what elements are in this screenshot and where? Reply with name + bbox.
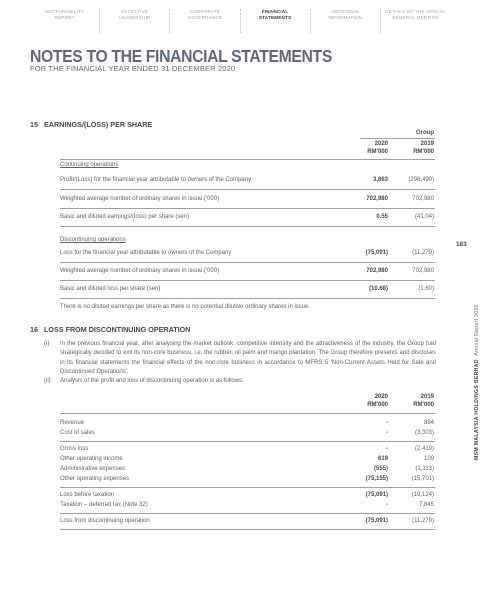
nav-effective-leadership[interactable] — [99, 9, 169, 33]
row-value-2019: (3,303) — [414, 430, 434, 436]
nav-label: GENERAL MEETING — [391, 14, 439, 20]
row-value-2019: 109 — [423, 456, 434, 462]
row-value-2019: 702,980 — [412, 196, 434, 202]
row-label: Basic and diluted loss per share (sen) — [60, 286, 161, 292]
row-value-2020: 619 — [377, 456, 388, 462]
row-value-2020: 3,863 — [372, 177, 388, 183]
nav-agm-details[interactable] — [380, 9, 450, 33]
row-value-2019: (15,701) — [411, 476, 434, 482]
nav-label: ADDITIONAL — [330, 9, 361, 14]
row-label: Other operating income — [60, 456, 123, 462]
nav-financial-statements[interactable] — [240, 9, 310, 33]
item-ii-text: Analysis of the profit and loss of discontinuing operation is as follows: — [60, 378, 244, 384]
nav-corporate-governance[interactable] — [169, 9, 239, 33]
note-15-number: 15 — [30, 120, 38, 129]
col-2020: 2020 — [374, 141, 388, 147]
divider — [60, 262, 435, 263]
divider — [60, 159, 435, 160]
page-title: NOTES TO THE FINANCIAL STATEMENTS — [30, 46, 332, 66]
divider — [60, 189, 435, 190]
row-label: Basic and diluted earnings/(loss) per share (sen) — [60, 214, 190, 220]
page-number: 183 — [456, 241, 467, 248]
row-label: Gross loss — [60, 446, 89, 452]
divider — [60, 487, 435, 488]
nav-label: CORPORATE — [189, 9, 221, 14]
row-value-2019: (11,279) — [412, 518, 434, 524]
row-value-2019: (1,113) — [415, 466, 434, 472]
col-unit-2020: RM'000 — [367, 402, 388, 408]
row-value-2020: - — [386, 502, 388, 508]
item-i-text: In the previous financial year, after analysing the market outlook, competitive intensity and the attractiveness of the industry, the Group had strategically decided to exit its non-core business, i.e. the rubber, oil palm and mango plantation. The Group therefore presents and discloses in its financial statements the financial effects of the non-core business in accordance to MFRS 5 'Non-Current Assets Held for Sale and Discontinued Operations'. — [60, 341, 436, 375]
row-value-2020: - — [386, 430, 388, 436]
row-value-2020: - — [386, 420, 388, 426]
row-value-2019: (11,279) — [412, 250, 434, 256]
row-label: Profit/(Loss) for the financial year attributable to owners of the Company — [60, 177, 252, 183]
note-15-title: EARNINGS/(LOSS) PER SHARE — [44, 120, 153, 129]
row-value-2019: 702,980 — [412, 268, 434, 274]
note-15-footnote: There is no diluted earnings per share as there is no potential dilutive ordinary shares in issue. — [60, 304, 311, 310]
nav-label: INFORMATION — [328, 14, 363, 20]
row-value-2020: - — [386, 446, 388, 452]
nav-label: GOVERNANCE — [187, 14, 223, 20]
row-value-2019: (298,490) — [408, 177, 434, 183]
nav-label: SUSTAINABILITY — [44, 9, 85, 14]
nav-label: STATEMENTS — [258, 14, 292, 20]
nav-label: DETAILS OF THE ANNUAL — [385, 9, 446, 14]
row-value-2020: (75,091) — [365, 492, 388, 498]
item-i-marker: (i) — [44, 341, 50, 347]
divider — [60, 226, 435, 227]
row-value-2019: (2,419) — [414, 446, 434, 452]
row-label: Taxation – deferred tax (Note 32) — [60, 502, 148, 508]
divider — [60, 513, 435, 514]
divider — [60, 280, 435, 281]
discontinuing-operations-label: Discontinuing operations — [60, 237, 126, 243]
company-name: MSM MALAYSIA HOLDINGS BERHAD — [474, 359, 480, 460]
nav-additional-information[interactable] — [310, 9, 380, 33]
divider — [60, 208, 435, 209]
divider — [60, 529, 435, 530]
divider — [60, 441, 435, 442]
nav-label: EFFECTIVE — [121, 9, 149, 14]
row-value-2020: (10.68) — [368, 286, 388, 292]
group-label: Group — [416, 130, 434, 136]
row-label: Administrative expenses — [60, 466, 126, 472]
col-2019: 2019 — [420, 141, 434, 147]
row-value-2020: (555) — [373, 466, 388, 472]
group-rule — [360, 138, 435, 139]
note-16-title: LOSS FROM DISCONTINUING OPERATION — [44, 325, 191, 334]
row-value-2020: 702,980 — [366, 196, 388, 202]
nav-label: FINANCIAL — [261, 9, 289, 14]
row-value-2020: (75,091) — [365, 518, 388, 524]
row-label: Loss for the financial year attributable to owners of the Company — [60, 250, 232, 256]
row-label: Revenue — [60, 420, 85, 426]
divider — [60, 413, 435, 414]
side-report-label — [474, 304, 480, 460]
col-2019: 2019 — [420, 394, 434, 400]
row-label: Weighted average number of ordinary shares in issue ('000) — [60, 268, 220, 274]
row-value-2020: 702,980 — [366, 268, 388, 274]
item-ii-marker: (ii) — [44, 378, 51, 384]
page-subtitle: FOR THE FINANCIAL YEAR ENDED 31 DECEMBER 2020 — [30, 64, 236, 73]
row-value-2019: (1.60) — [418, 286, 434, 292]
col-unit-2019: RM'000 — [413, 149, 434, 155]
nav-sustainability-report[interactable] — [30, 9, 99, 33]
report-name: Annual Report 2020 — [474, 304, 480, 356]
col-unit-2019: RM'000 — [413, 402, 434, 408]
row-label: Loss before taxation — [60, 492, 115, 498]
row-value-2020: 0.55 — [376, 214, 388, 220]
col-2020: 2020 — [374, 394, 388, 400]
row-value-2019: 884 — [423, 420, 434, 426]
note-16-number: 16 — [30, 325, 38, 334]
nav-label: REPORT — [54, 14, 75, 20]
top-navigation — [30, 9, 450, 33]
row-label: Cost of sales — [60, 430, 95, 436]
row-label: Loss from discontinuing operation — [60, 518, 150, 524]
nav-label: LEADERSHIP — [119, 14, 151, 20]
row-value-2019: 7,845 — [418, 502, 434, 508]
divider — [60, 298, 435, 299]
row-label: Other operating expenses — [60, 476, 130, 482]
row-label: Weighted average number of ordinary shares in issue ('000) — [60, 196, 220, 202]
row-value-2019: (41.04) — [414, 214, 434, 220]
row-value-2019: (19,124) — [411, 492, 434, 498]
row-value-2020: (75,091) — [365, 250, 388, 256]
row-value-2020: (75,155) — [365, 476, 388, 482]
col-unit-2020: RM'000 — [367, 149, 388, 155]
continuing-operations-label: Continuing operations — [60, 162, 119, 168]
